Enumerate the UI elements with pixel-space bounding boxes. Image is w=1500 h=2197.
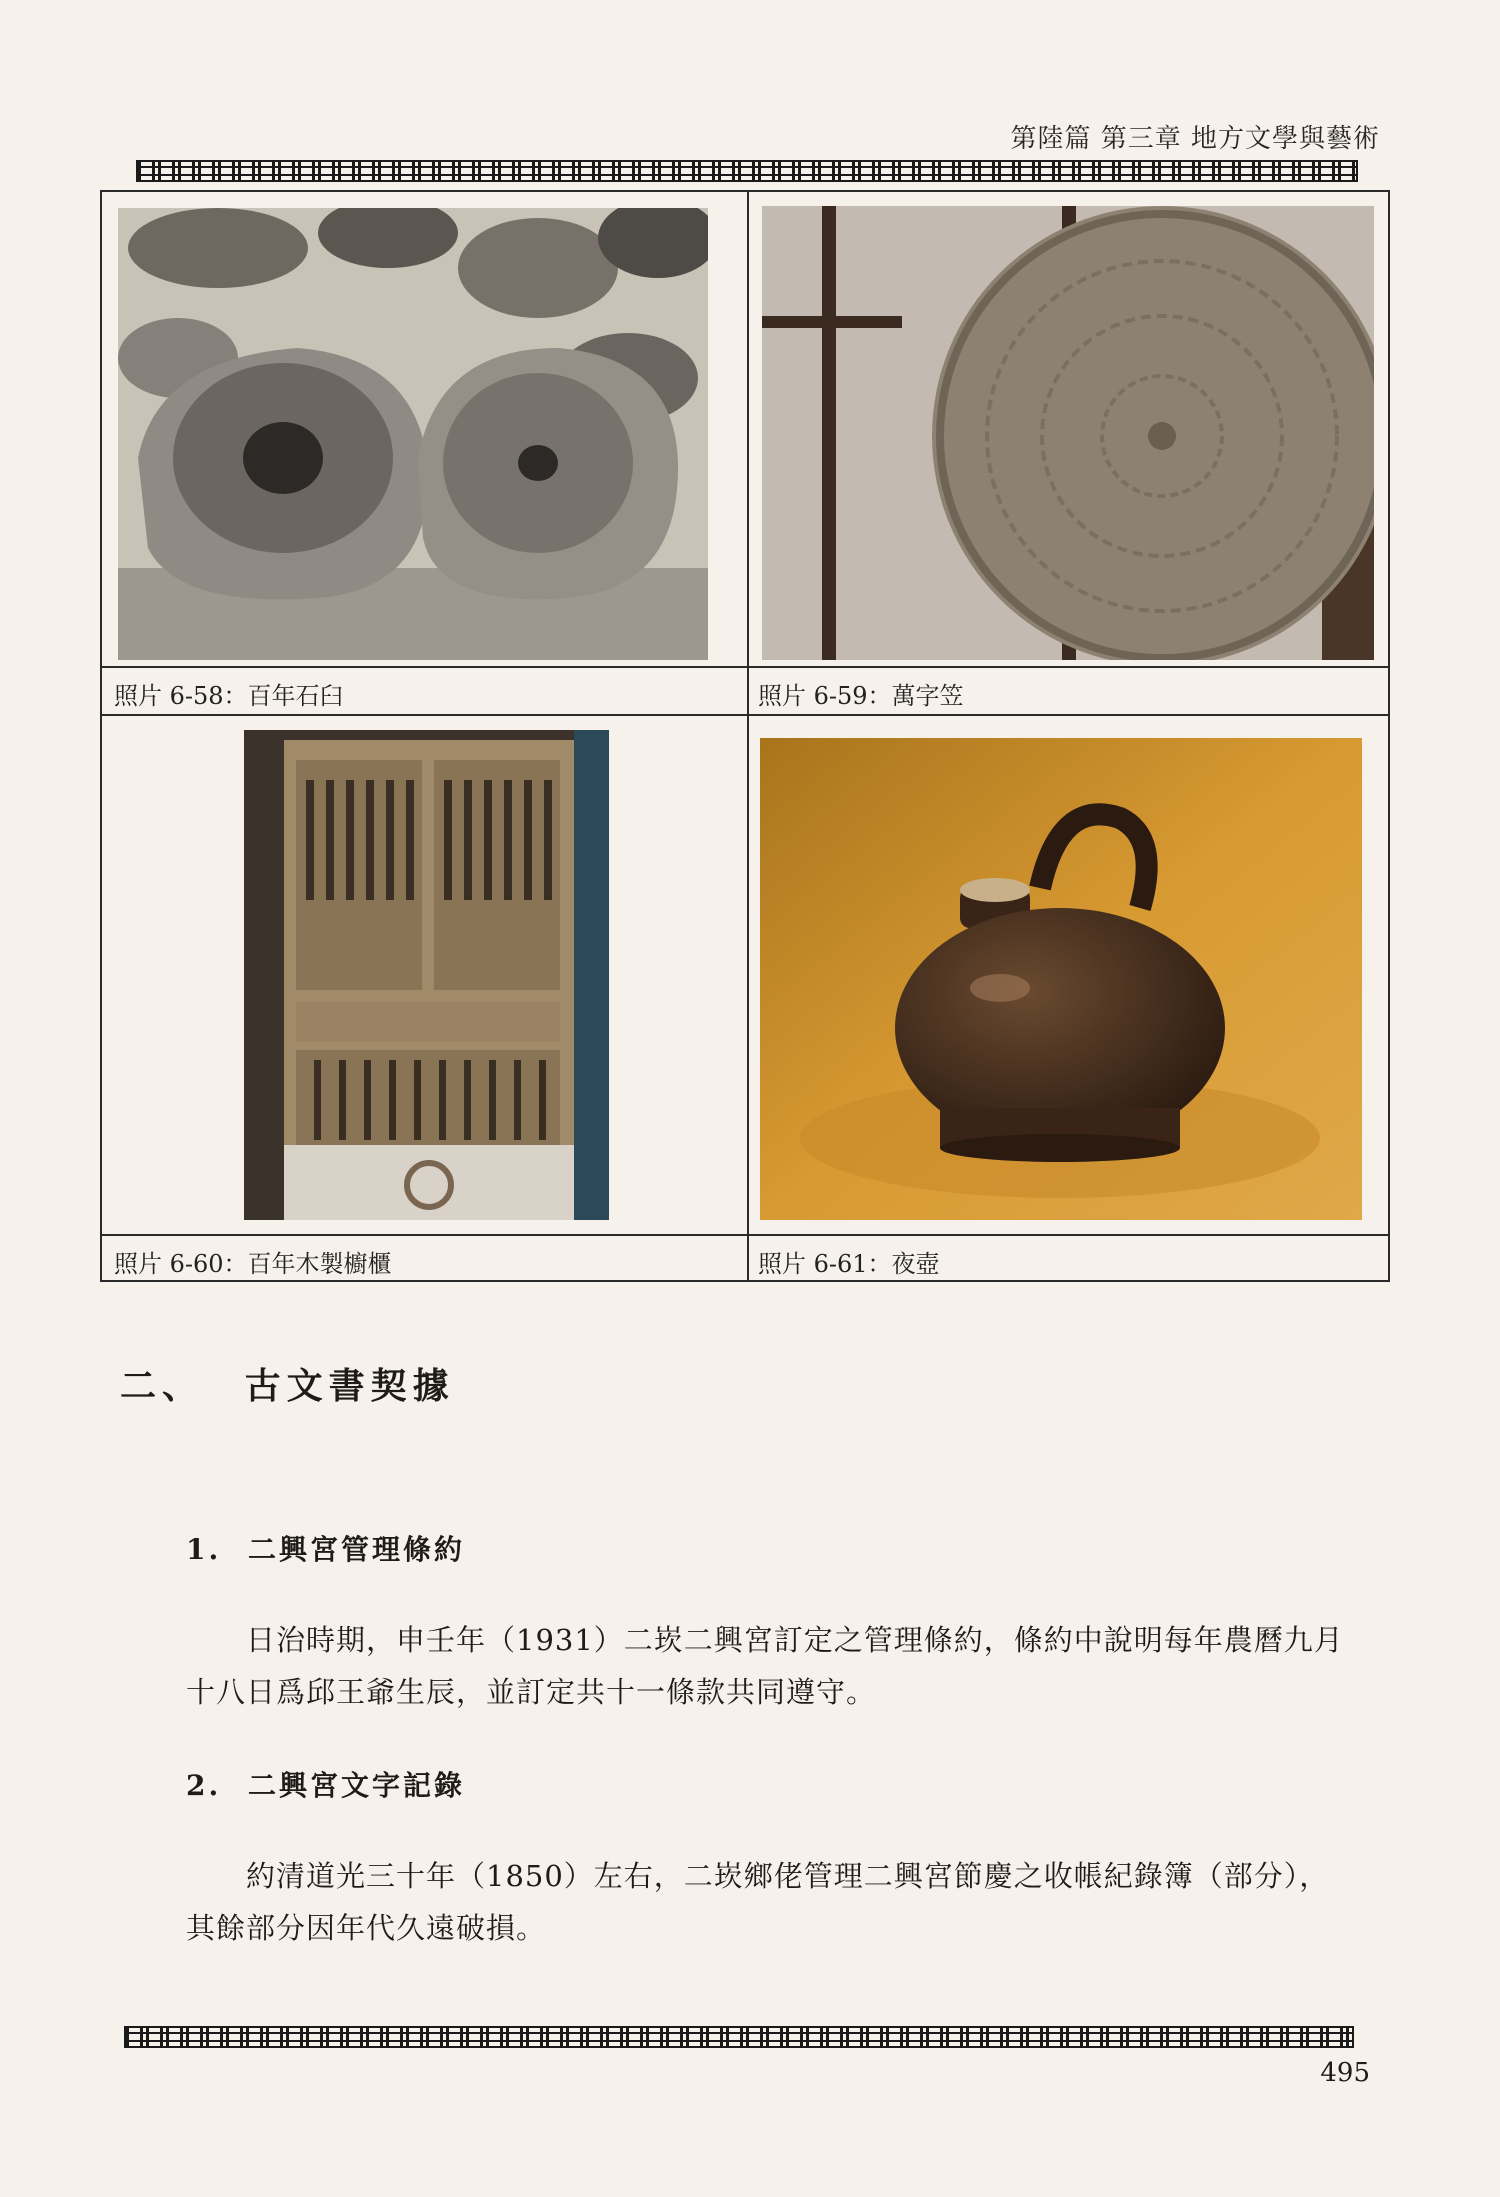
bamboo-hat-photo [762, 206, 1374, 660]
item-number: 2. [186, 1769, 222, 1802]
item-title: 二興宮管理條約 [247, 1533, 465, 1566]
stone-mortar-photo [118, 208, 708, 660]
bottom-ornamental-border [124, 2026, 1354, 2048]
section-title: 古文書契據 [244, 1365, 455, 1407]
item-title: 二興宮文字記錄 [247, 1769, 465, 1802]
table-divider-vertical [747, 192, 749, 1280]
table-divider [102, 714, 1388, 716]
table-divider [102, 666, 1388, 668]
running-header: 第陸篇 第三章 地方文學與藝術 [1010, 124, 1380, 154]
item-paragraph [186, 1614, 1386, 1718]
top-ornamental-border [136, 160, 1358, 182]
item-paragraph [186, 1850, 1386, 1954]
paragraph-line: 約清道光三十年（1850）左右，二崁鄉佬管理二興宮節慶之收帳紀錄簿（部分）， [246, 1859, 1330, 1893]
section-number: 二、 [120, 1365, 205, 1407]
table-divider [102, 1234, 1388, 1236]
item-number: 1. [186, 1533, 222, 1566]
photo-caption: 照片 6-58：百年石臼 [114, 682, 344, 710]
chamber-pot-photo [760, 738, 1362, 1220]
photo-caption: 照片 6-60：百年木製櫥櫃 [114, 1250, 392, 1278]
photo-caption: 照片 6-61：夜壺 [758, 1250, 940, 1278]
paragraph-line: 其餘部分因年代久遠破損。 [186, 1911, 547, 1945]
wooden-cabinet-photo [244, 730, 609, 1220]
item-heading [186, 1528, 465, 1568]
section-heading [120, 1358, 455, 1409]
paragraph-line: 十八日爲邱王爺生辰，並訂定共十一條款共同遵守。 [186, 1675, 877, 1709]
photo-table [100, 190, 1390, 1282]
photo-caption: 照片 6-59：萬字笠 [758, 682, 964, 710]
paragraph-line: 日治時期，申壬年（1931）二崁二興宮訂定之管理條約，條約中說明每年農曆九月 [246, 1623, 1344, 1657]
page-number: 495 [1320, 2058, 1370, 2088]
item-heading [186, 1764, 465, 1804]
